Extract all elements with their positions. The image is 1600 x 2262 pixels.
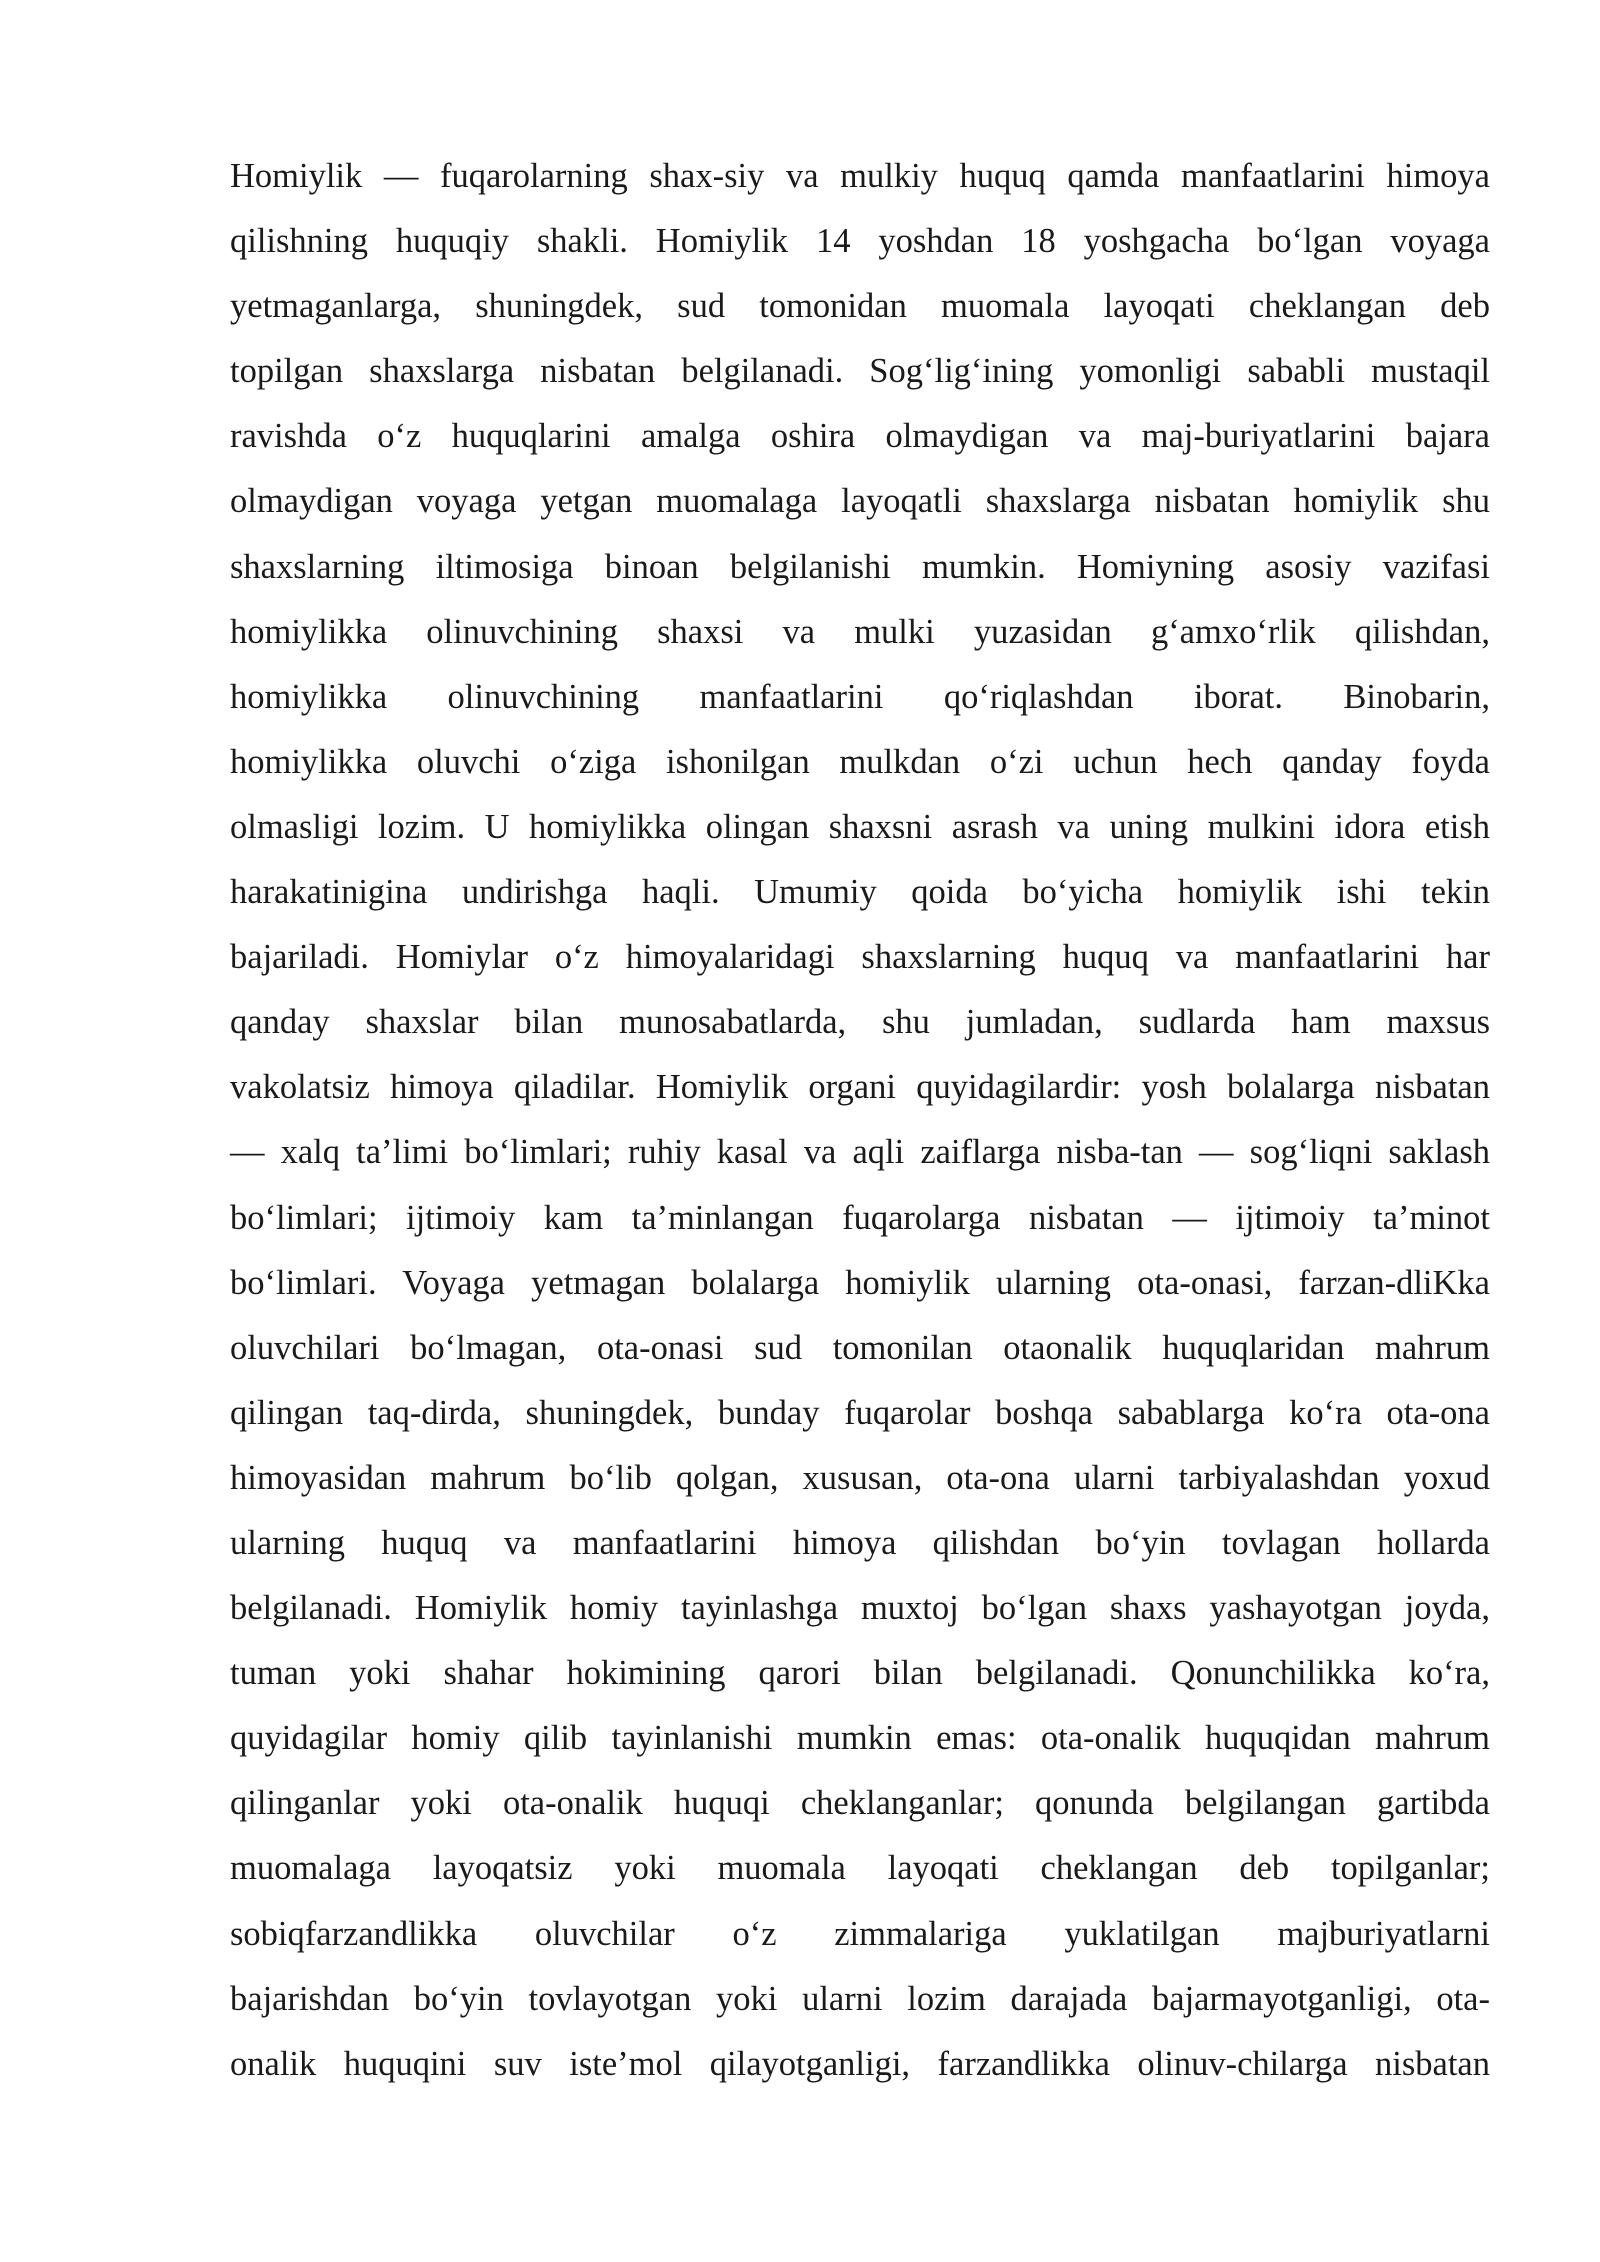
paragraph-line: ularning huquq va manfaatlarini himoya qilishdan bo‘yin tovlagan hollarda	[230, 1523, 1490, 1562]
paragraph-line: sobiqfarzandlikka oluvchilar o‘z zimmalariga yuklatilgan majburiyatlarni	[230, 1914, 1490, 1953]
paragraph-line: bajarishdan bo‘yin tovlayotgan yoki ularni lozim darajada bajarmayotganligi, ota-	[230, 1979, 1490, 2018]
paragraph-line: quyidagilar homiy qilib tayinlanishi mumkin emas: ota-onalik huquqidan mahrum	[230, 1719, 1490, 1758]
paragraph-line: topilgan shaxslarga nisbatan belgilanadi. Sog‘lig‘ining yomonligi sababli mustaqil	[230, 352, 1490, 391]
paragraph-line: olmaydigan voyaga yetgan muomalaga layoqatli shaxslarga nisbatan homiylik shu	[230, 482, 1490, 521]
body-paragraph	[230, 144, 1490, 2097]
paragraph-line: — xalq ta’limi bo‘limlari; ruhiy kasal va aqli zaiflarga nisba-tan — sog‘liqni saklash	[230, 1133, 1490, 1172]
paragraph-line: qilingan taq-dirda, shuningdek, bunday fuqarolar boshqa sabablarga ko‘ra ota-ona	[230, 1393, 1490, 1432]
paragraph-line: qanday shaxslar bilan munosabatlarda, shu jumladan, sudlarda ham maxsus	[230, 1003, 1490, 1042]
paragraph-line: qilinganlar yoki ota-onalik huquqi cheklanganlar; qonunda belgilangan gartibda	[230, 1784, 1490, 1823]
paragraph-line: onalik huquqini suv iste’mol qilayotganligi, farzandlikka olinuv-chilarga nisbatan	[230, 2044, 1490, 2083]
paragraph-line: qilishning huquqiy shakli. Homiylik 14 yoshdan 18 yoshgacha bo‘lgan voyaga	[230, 222, 1490, 261]
paragraph-line: homiylikka olinuvchining shaxsi va mulki yuzasidan g‘amxo‘rlik qilishdan,	[230, 612, 1490, 651]
paragraph-line: homiylikka oluvchi o‘ziga ishonilgan mulkdan o‘zi uchun hech qanday foyda	[230, 742, 1490, 781]
paragraph-line: yetmaganlarga, shuningdek, sud tomonidan muomala layoqati cheklangan deb	[230, 287, 1490, 326]
paragraph-line: bo‘limlari; ijtimoiy kam ta’minlangan fuqarolarga nisbatan — ijtimoiy ta’minot	[230, 1198, 1490, 1237]
paragraph-line: tuman yoki shahar hokimining qarori bilan belgilanadi. Qonunchilikka ko‘ra,	[230, 1654, 1490, 1693]
paragraph-line: oluvchilari bo‘lmagan, ota-onasi sud tomonilan otaonalik huquqlaridan mahrum	[230, 1328, 1490, 1367]
paragraph-line: vakolatsiz himoya qiladilar. Homiylik organi quyidagilardir: yosh bolalarga nisbatan	[230, 1068, 1490, 1107]
paragraph-line: bajariladi. Homiylar o‘z himoyalaridagi shaxslarning huquq va manfaatlarini har	[230, 938, 1490, 977]
paragraph-line: olmasligi lozim. U homiylikka olingan shaxsni asrash va uning mulkini idora etish	[230, 807, 1490, 846]
paragraph-line: ravishda o‘z huquqlarini amalga oshira olmaydigan va maj-buriyatlarini bajara	[230, 417, 1490, 456]
paragraph-line: bo‘limlari. Voyaga yetmagan bolalarga homiylik ularning ota-onasi, farzan-dliKka	[230, 1263, 1490, 1302]
paragraph-line: himoyasidan mahrum bo‘lib qolgan, xususan, ota-ona ularni tarbiyalashdan yoxud	[230, 1458, 1490, 1497]
paragraph-line: harakatinigina undirishga haqli. Umumiy qoida bo‘yicha homiylik ishi tekin	[230, 873, 1490, 912]
paragraph-line: muomalaga layoqatsiz yoki muomala layoqati cheklangan deb topilganlar;	[230, 1849, 1490, 1888]
paragraph-line: shaxslarning iltimosiga binoan belgilanishi mumkin. Homiyning asosiy vazifasi	[230, 547, 1490, 586]
paragraph-line: homiylikka olinuvchining manfaatlarini qo‘riqlashdan iborat. Binobarin,	[230, 677, 1490, 716]
paragraph-line: Homiylik — fuqarolarning shax-siy va mulkiy huquq qamda manfaatlarini himoya	[230, 157, 1490, 195]
paragraph-line: belgilanadi. Homiylik homiy tayinlashga muxtoj bo‘lgan shaxs yashayotgan joyda,	[230, 1589, 1490, 1628]
